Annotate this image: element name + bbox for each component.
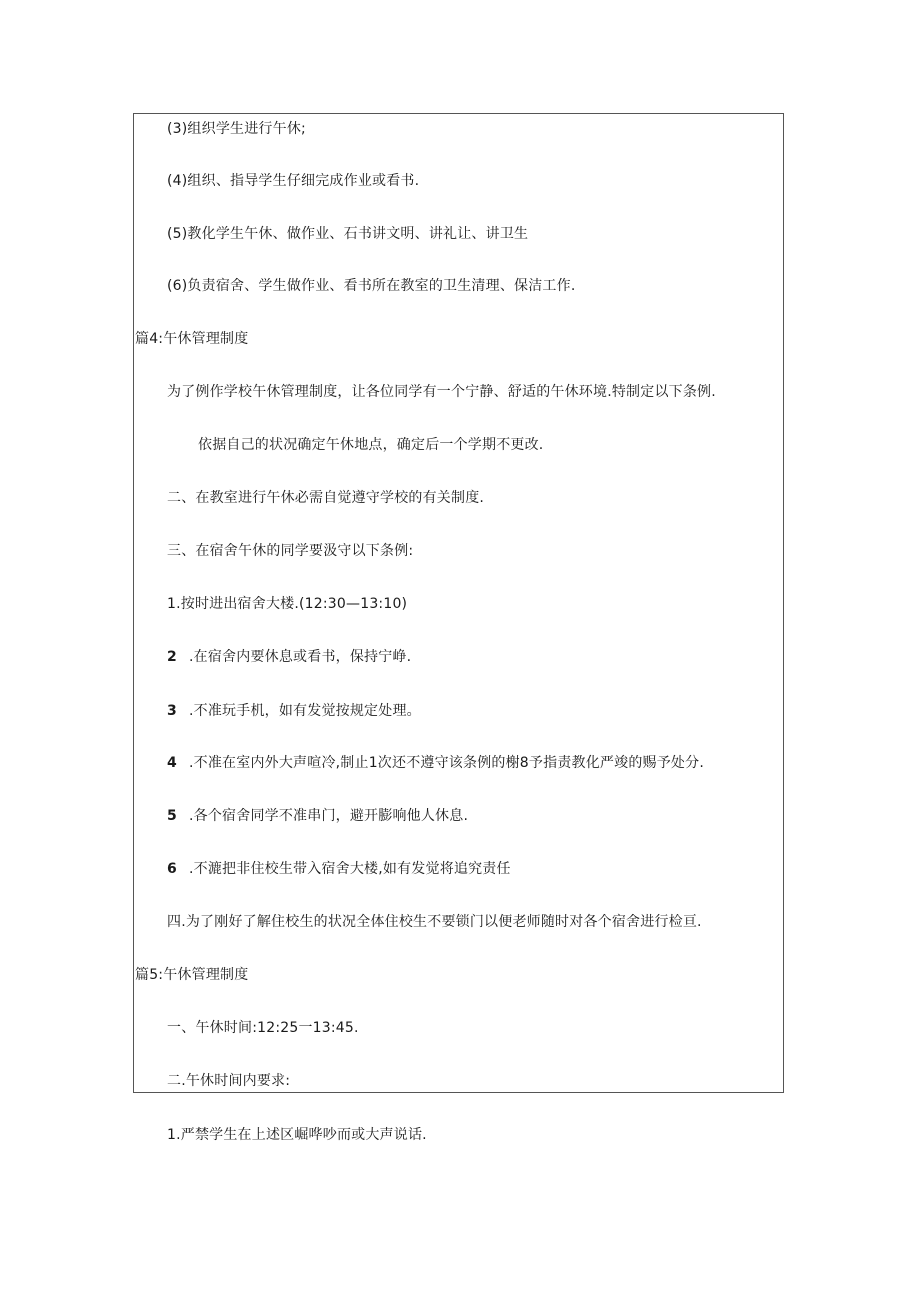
rule-three: 三、在宿舍午休的同学要汲守以下条例: bbox=[167, 543, 414, 559]
list-text: .在宿舍内要休息或看书，保持宁峥. bbox=[189, 649, 412, 665]
paragraph-item-6: (6)负责宿舍、学生做作业、看书所在教室的卫生清理、保洁工作. bbox=[167, 278, 576, 294]
dorm-rule-5 bbox=[167, 807, 468, 825]
section-heading-5: 篇5:午休管理制度 bbox=[135, 967, 249, 983]
list-text: .不准在室内外大声喧冷,制止1次还不遵守该条例的榭8予指责教化严竣的赐予处分. bbox=[189, 755, 704, 771]
dorm-rule-2 bbox=[167, 648, 411, 666]
intro-paragraph: 为了例作学校午休管理制度，让各位同学有一个宁静、舒适的午休环境.特制定以下条例. bbox=[167, 384, 716, 400]
nap-time: 一、午休时间:12:25一13:45. bbox=[167, 1020, 359, 1036]
list-number: 3 bbox=[167, 703, 177, 719]
dorm-rule-4 bbox=[167, 754, 704, 772]
list-number: 2 bbox=[167, 649, 177, 665]
dorm-rule-1: 1.按时进出宿舍大楼.(12:30—13:10) bbox=[167, 596, 408, 612]
nap-requirements: 二.午休时间内要求: bbox=[167, 1073, 291, 1089]
paragraph-item-5: (5)教化学生午休、做作业、石书讲文明、讲礼让、讲卫生 bbox=[167, 226, 529, 242]
list-number: 5 bbox=[167, 808, 177, 824]
list-number: 4 bbox=[167, 755, 177, 771]
paragraph-item-4: (4)组织、指导学生仔细完成作业或看书. bbox=[167, 173, 420, 189]
rule-one: 依据自己的状况确定午休地点，确定后一个学期不更改. bbox=[198, 437, 544, 453]
paragraph-item-3: (3)组织学生进行午休; bbox=[167, 121, 306, 137]
section-heading-4: 篇4:午休管理制度 bbox=[135, 331, 249, 347]
list-number: 6 bbox=[167, 861, 177, 877]
rule-two: 二、在教室进行午休必需自觉遵守学校的有关制度. bbox=[167, 490, 485, 506]
dorm-rule-6 bbox=[167, 860, 511, 878]
requirement-1: 1.严禁学生在上述区崛哗吵而或大声说话. bbox=[167, 1127, 427, 1143]
list-text: .不漉把非住校生带入宿舍大楼,如有发觉将追究责任 bbox=[189, 861, 511, 877]
dorm-rule-3 bbox=[167, 702, 421, 720]
list-text: .不准玩手机，如有发觉按规定处理。 bbox=[189, 703, 421, 719]
list-text: .各个宿舍同学不准串门，避开膨响他人休息. bbox=[189, 808, 469, 824]
rule-four: 四.为了刚好了解住校生的状况全体住校生不要锁门以便老师随时对各个宿舍进行检亘. bbox=[167, 914, 702, 930]
